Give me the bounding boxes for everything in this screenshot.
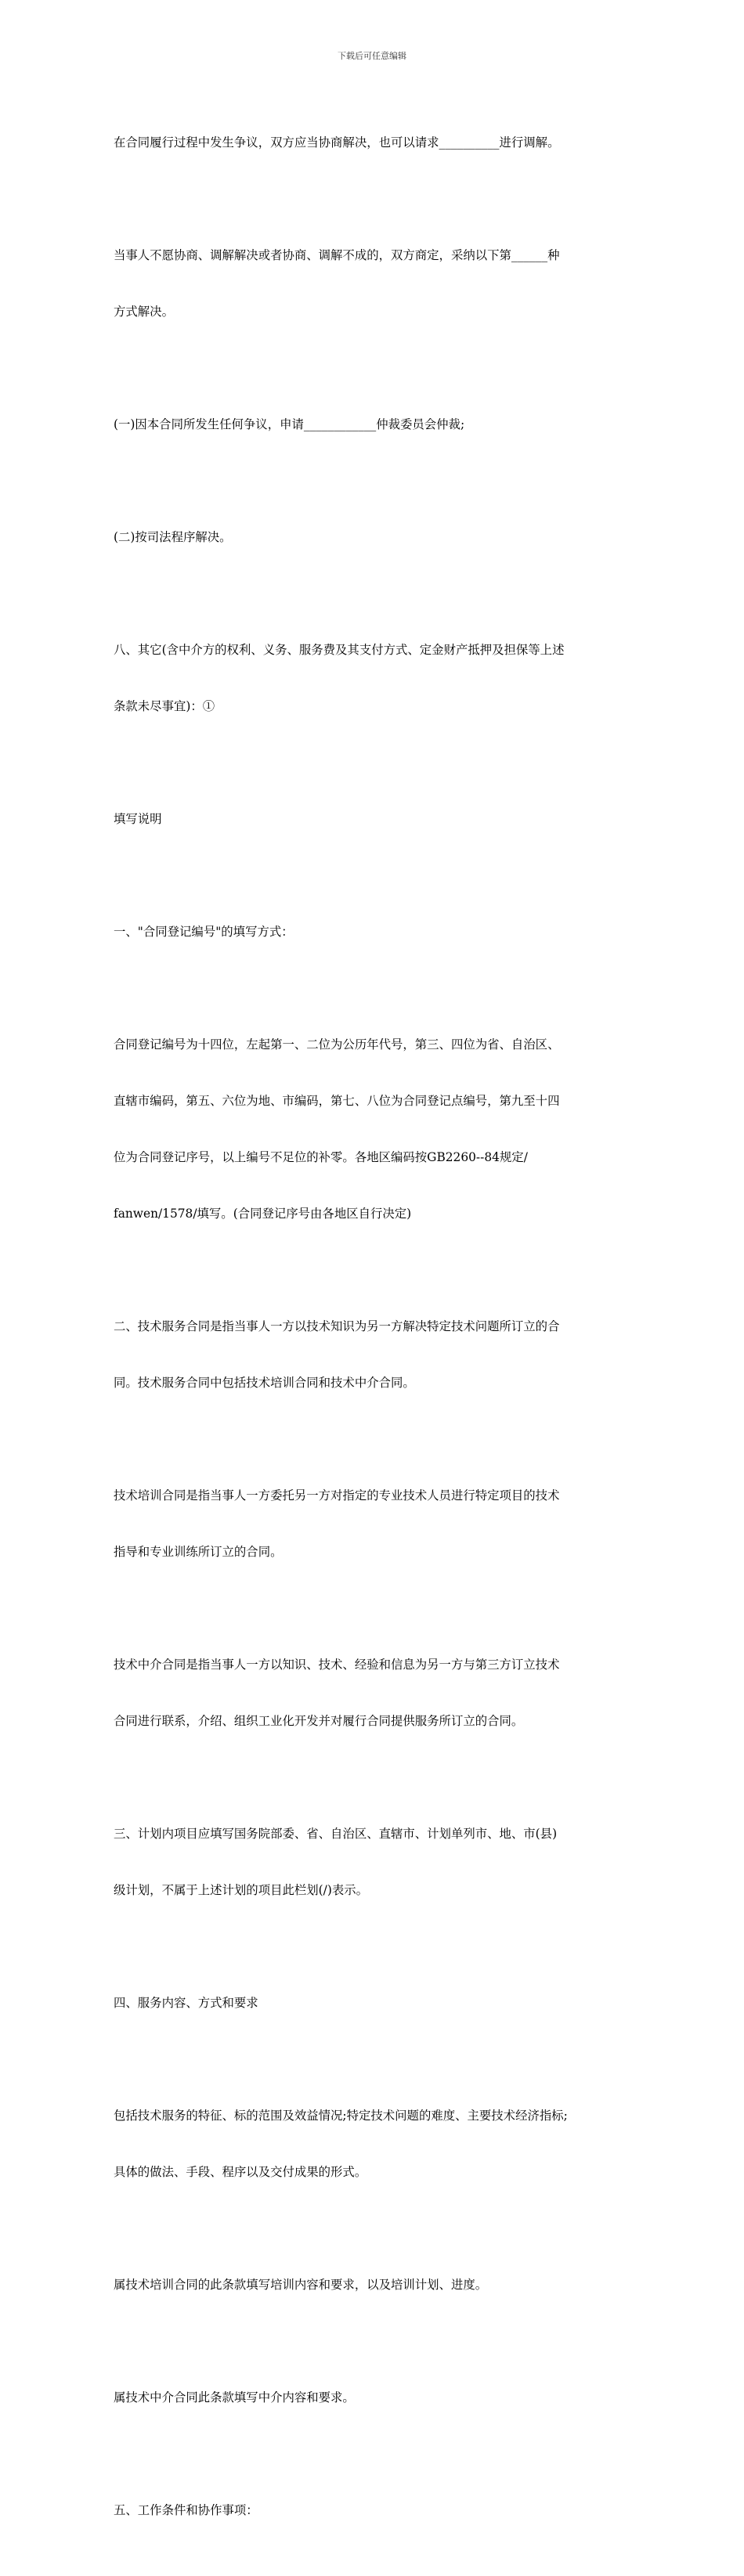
text-line: 当事人不愿协商、调解解决或者协商、调解不成的，双方商定，采纳以下第______种: [114, 248, 560, 262]
paragraph-planned-projects: [114, 1787, 634, 1937]
paragraph-training-contract-definition: [114, 1449, 634, 1599]
text-line: 二、技术服务合同是指当事人一方以技术知识为另一方解决特定技术问题所订立的合: [114, 1319, 560, 1333]
text-line: 方式解决。: [114, 305, 174, 319]
text-line: 一、"合同登记编号"的填写方式：: [114, 925, 294, 939]
text-line: 五、工作条件和协作事项：: [114, 2503, 258, 2517]
text-line: 填写说明: [114, 812, 162, 826]
page-header: 下载后可任意编辑: [338, 51, 406, 61]
document-body: [114, 96, 634, 2576]
text-line: 包括技术服务的特征、标的范围及效益情况;特定技术问题的难度、主要技术经济指标;: [114, 2109, 568, 2123]
text-line: 属技术中介合同此条款填写中介内容和要求。: [114, 2390, 355, 2405]
text-line: 技术培训合同是指当事人一方委托另一方对指定的专业技术人员进行特定项目的技术: [114, 1488, 560, 1503]
text-line: 合同登记编号为十四位，左起第一、二位为公历年代号，第三、四位为省、自治区、: [114, 1037, 560, 1052]
text-line: 条款未尽事宜)：①: [114, 699, 215, 713]
paragraph-service-contract-definition: [114, 1279, 634, 1430]
section-heading-instructions: [114, 772, 634, 866]
text-line: 三、计划内项目应填写国务院部委、省、自治区、直辖市、计划单列市、地、市(县): [114, 1827, 558, 1841]
paragraph-arbitration: [114, 377, 634, 471]
text-line: 级计划，不属于上述计划的项目此栏划(/)表示。: [114, 1883, 369, 1897]
text-line: 技术中介合同是指当事人一方以知识、技术、经验和信息为另一方与第三方订立技术: [114, 1658, 560, 1672]
text-line: 具体的做法、手段、程序以及交付成果的形式。: [114, 2165, 367, 2179]
paragraph-service-content-detail: [114, 2069, 634, 2219]
text-line: 位为合同登记序号，以上编号不足位的补零。各地区编码按GB2260--84规定/: [114, 1150, 528, 1164]
paragraph-work-conditions-heading: [114, 2463, 634, 2557]
paragraph-training-clause: [114, 2238, 634, 2332]
paragraph-registration-number-heading: [114, 885, 634, 979]
text-line: fanwen/1578/填写。(合同登记序号由各地区自行决定): [114, 1207, 412, 1221]
paragraph-dispute-mediation: [114, 96, 634, 189]
text-line: (二)按司法程序解决。: [114, 530, 232, 544]
paragraph-judicial: [114, 490, 634, 584]
text-line: 直辖市编码，第五、六位为地、市编码，第七、八位为合同登记点编号，第九至十四: [114, 1094, 560, 1108]
text-line: 在合同履行过程中发生争议，双方应当协商解决，也可以请求__________进行调解。: [114, 135, 560, 150]
paragraph-intermediary-contract-definition: [114, 1618, 634, 1768]
paragraph-intermediary-clause: [114, 2351, 634, 2444]
text-line: 合同进行联系，介绍、组织工业化开发并对履行合同提供服务所订立的合同。: [114, 1714, 524, 1728]
paragraph-service-content-heading: [114, 1956, 634, 2050]
paragraph-other-matters: [114, 603, 634, 753]
text-line: (一)因本合同所发生任何争议，申请____________仲裁委员会仲裁;: [114, 417, 465, 431]
text-line: 指导和专业训练所订立的合同。: [114, 1545, 283, 1559]
text-line: 四、服务内容、方式和要求: [114, 1996, 258, 2010]
text-line: 八、其它(含中介方的权利、义务、服务费及其支付方式、定金财产抵押及担保等上述: [114, 643, 565, 657]
paragraph-registration-number-detail: [114, 998, 634, 1261]
text-line: 属技术培训合同的此条款填写培训内容和要求，以及培训计划、进度。: [114, 2278, 488, 2292]
text-line: 同。技术服务合同中包括技术培训合同和技术中介合同。: [114, 1376, 415, 1390]
paragraph-resolution-method: [114, 208, 634, 359]
